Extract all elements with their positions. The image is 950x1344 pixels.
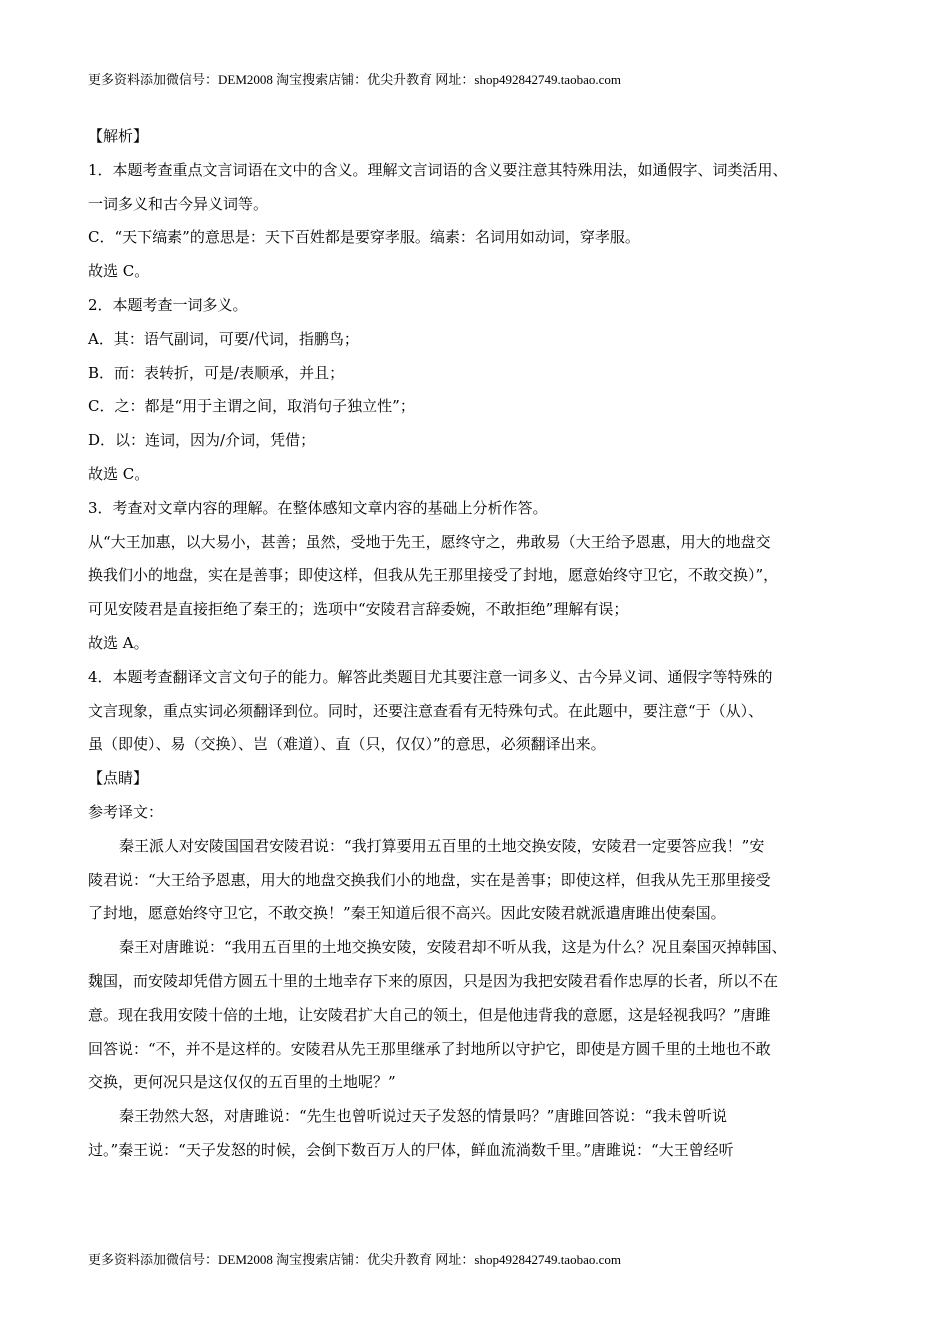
text-line: 故选 C。: [88, 464, 150, 483]
text-line: C．“天下缟素”的意思是：天下百姓都是要穿孝服。缟素：名词用如动词，穿孝服。: [88, 228, 640, 247]
text-line: 虽（即使）、易（交换）、岂（难道）、直（只，仅仅）”的意思，必须翻译出来。: [88, 735, 606, 754]
text-line: D．以：连词，因为/介词，凭借；: [88, 431, 316, 450]
text-line: B．而：表转折，可是/表顺承，并且；: [88, 363, 345, 382]
text-line: 3．考查对文章内容的理解。在整体感知文章内容的基础上分析作答。: [88, 498, 548, 517]
text-line: 文言现象，重点实词必须翻译到位。同时，还要注意查看有无特殊句式。在此题中，要注意“于（从）、: [88, 701, 764, 720]
text-line: 交换，更何况只是这仅仅的五百里的土地呢？”: [88, 1073, 396, 1092]
page-header: 更多资料添加微信号：DEM2008 淘宝搜索店铺：优尖升教育 网址：shop492842749.taobao.com: [88, 72, 621, 87]
text-line: 故选 C。: [88, 262, 150, 281]
text-line: C．之：都是“用于主谓之间，取消句子独立性”；: [88, 397, 415, 416]
page-footer: 更多资料添加微信号：DEM2008 淘宝搜索店铺：优尖升教育 网址：shop492842749.taobao.com: [88, 1252, 621, 1267]
document-body: [88, 120, 860, 1168]
text-line: 从“大王加惠，以大易小，甚善；虽然，受地于先王，愿终守之，弗敢易（大王给予恩惠，用大的地盘交: [88, 532, 771, 551]
text-line: 意。现在我用安陵十倍的土地，让安陵君扩大自己的领土，但是他违背我的意愿，这是轻视我吗？”唐雎: [88, 1005, 771, 1024]
text-line: 可见安陵君是直接拒绝了秦王的；选项中“安陵君言辞委婉，不敢拒绝”理解有误；: [88, 600, 629, 619]
text-line: 1．本题考查重点文言词语在文中的含义。理解文言词语的含义要注意其特殊用法，如通假字、词类活用、: [88, 160, 788, 179]
section-heading-comment: 【点睛】: [88, 769, 149, 788]
text-line: 陵君说：“大王给予恩惠，用大的地盘交换我们小的地盘，实在是善事；即使这样，但我从先王那里接受: [88, 870, 771, 889]
paragraph-first-line: 秦王对唐雎说：“我用五百里的土地交换安陵，安陵君却不听从我，这是为什么？况且秦国灭掉韩国、: [119, 938, 787, 957]
text-line: 4．本题考查翻译文言文句子的能力。解答此类题目尤其要注意一词多义、古今异义词、通假字等特殊的: [88, 667, 773, 686]
text-line: 过。”秦王说：“天子发怒的时候，会倒下数百万人的尸体，鲜血流淌数千里。”唐雎说：“大王曾经听: [88, 1140, 734, 1159]
text-line: 2．本题考查一词多义。: [88, 295, 248, 314]
text-line: 回答说：“不，并不是这样的。安陵君从先王那里继承了封地所以守护它，即使是方圆千里的土地也不敢: [88, 1039, 771, 1058]
text-line: 一词多义和古今异义词等。: [88, 194, 269, 213]
paragraph-first-line: 秦王勃然大怒，对唐雎说：“先生也曾听说过天子发怒的情景吗？”唐雎回答说：“我未曾听说: [119, 1107, 728, 1126]
text-line: 魏国，而安陵却凭借方圆五十里的土地幸存下来的原因，只是因为我把安陵君看作忠厚的长者，所以不在: [88, 971, 779, 990]
text-line: A．其：语气副词，可要/代词，指鹏鸟；: [88, 329, 359, 348]
section-heading-analysis: 【解析】: [88, 127, 149, 145]
text-line: 故选 A。: [88, 633, 149, 652]
text-line: 了封地，愿意始终守卫它，不敢交换！”秦王知道后很不高兴。因此安陵君就派遣唐雎出使秦国。: [88, 904, 726, 923]
paragraph-first-line: 秦王派人对安陵国国君安陵君说：“我打算要用五百里的土地交换安陵，安陵君一定要答应我！”安: [119, 836, 765, 855]
text-line: 换我们小的地盘，实在是善事；即使这样，但我从先王那里接受了封地，愿意始终守卫它，不敢交换）”，: [88, 566, 779, 585]
text-line: 参考译文：: [88, 802, 164, 821]
